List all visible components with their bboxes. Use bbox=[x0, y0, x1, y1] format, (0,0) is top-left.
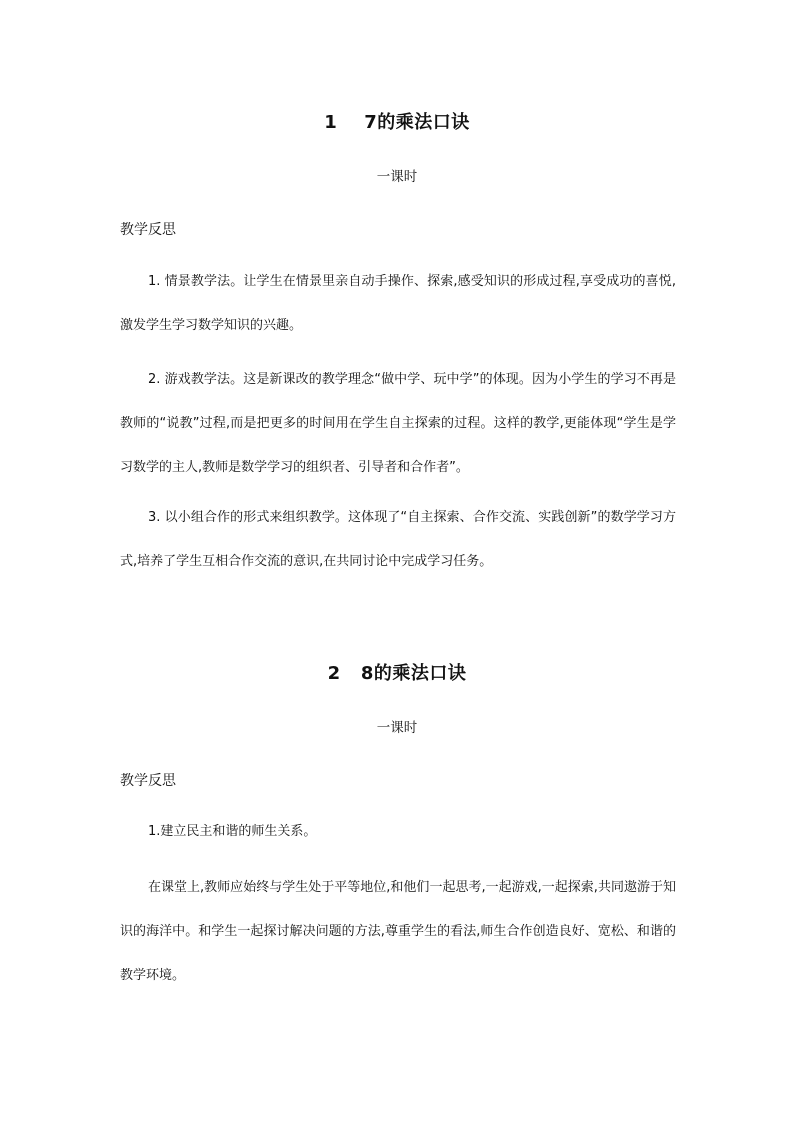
section-1-title: 1 7的乘法口诀 bbox=[324, 112, 470, 133]
section-1-heading: 教学反思 bbox=[120, 222, 176, 238]
section-1-paragraph-2: 2. 游戏教学法。这是新课改的教学理念“做中学、玩中学”的体现。因为小学生的学习不再是教师的“说教”过程,而是把更多的时间用在学生自主探索的过程。这样的教学,更能体现“学生是学习数学的主人,教师是数学学习的组织者、引导者和合作者”。 bbox=[120, 372, 676, 475]
section-1-paragraph-1: 1. 情景教学法。让学生在情景里亲自动手操作、探索,感受知识的形成过程,享受成功的喜悦,激发学生学习数学知识的兴趣。 bbox=[120, 274, 676, 333]
section-2-title: 2 8的乘法口诀 bbox=[327, 663, 467, 684]
section-1-subtitle: 一课时 bbox=[376, 169, 418, 185]
section-2-paragraph-2: 在课堂上,教师应始终与学生处于平等地位,和他们一起思考,一起游戏,一起探索,共同遨游于知识的海洋中。和学生一起探讨解决问题的方法,尊重学生的看法,师生合作创造良好、宽松、和谐的教学环境。 bbox=[120, 880, 676, 983]
section-2-subtitle: 一课时 bbox=[376, 720, 418, 736]
section-2-paragraph-1: 1.建立民主和谐的师生关系。 bbox=[148, 824, 317, 839]
section-2-heading: 教学反思 bbox=[120, 773, 176, 789]
section-1-paragraph-3: 3. 以小组合作的形式来组织教学。这体现了“自主探索、合作交流、实践创新”的数学学习方式,培养了学生互相合作交流的意识,在共同讨论中完成学习任务。 bbox=[120, 510, 676, 569]
